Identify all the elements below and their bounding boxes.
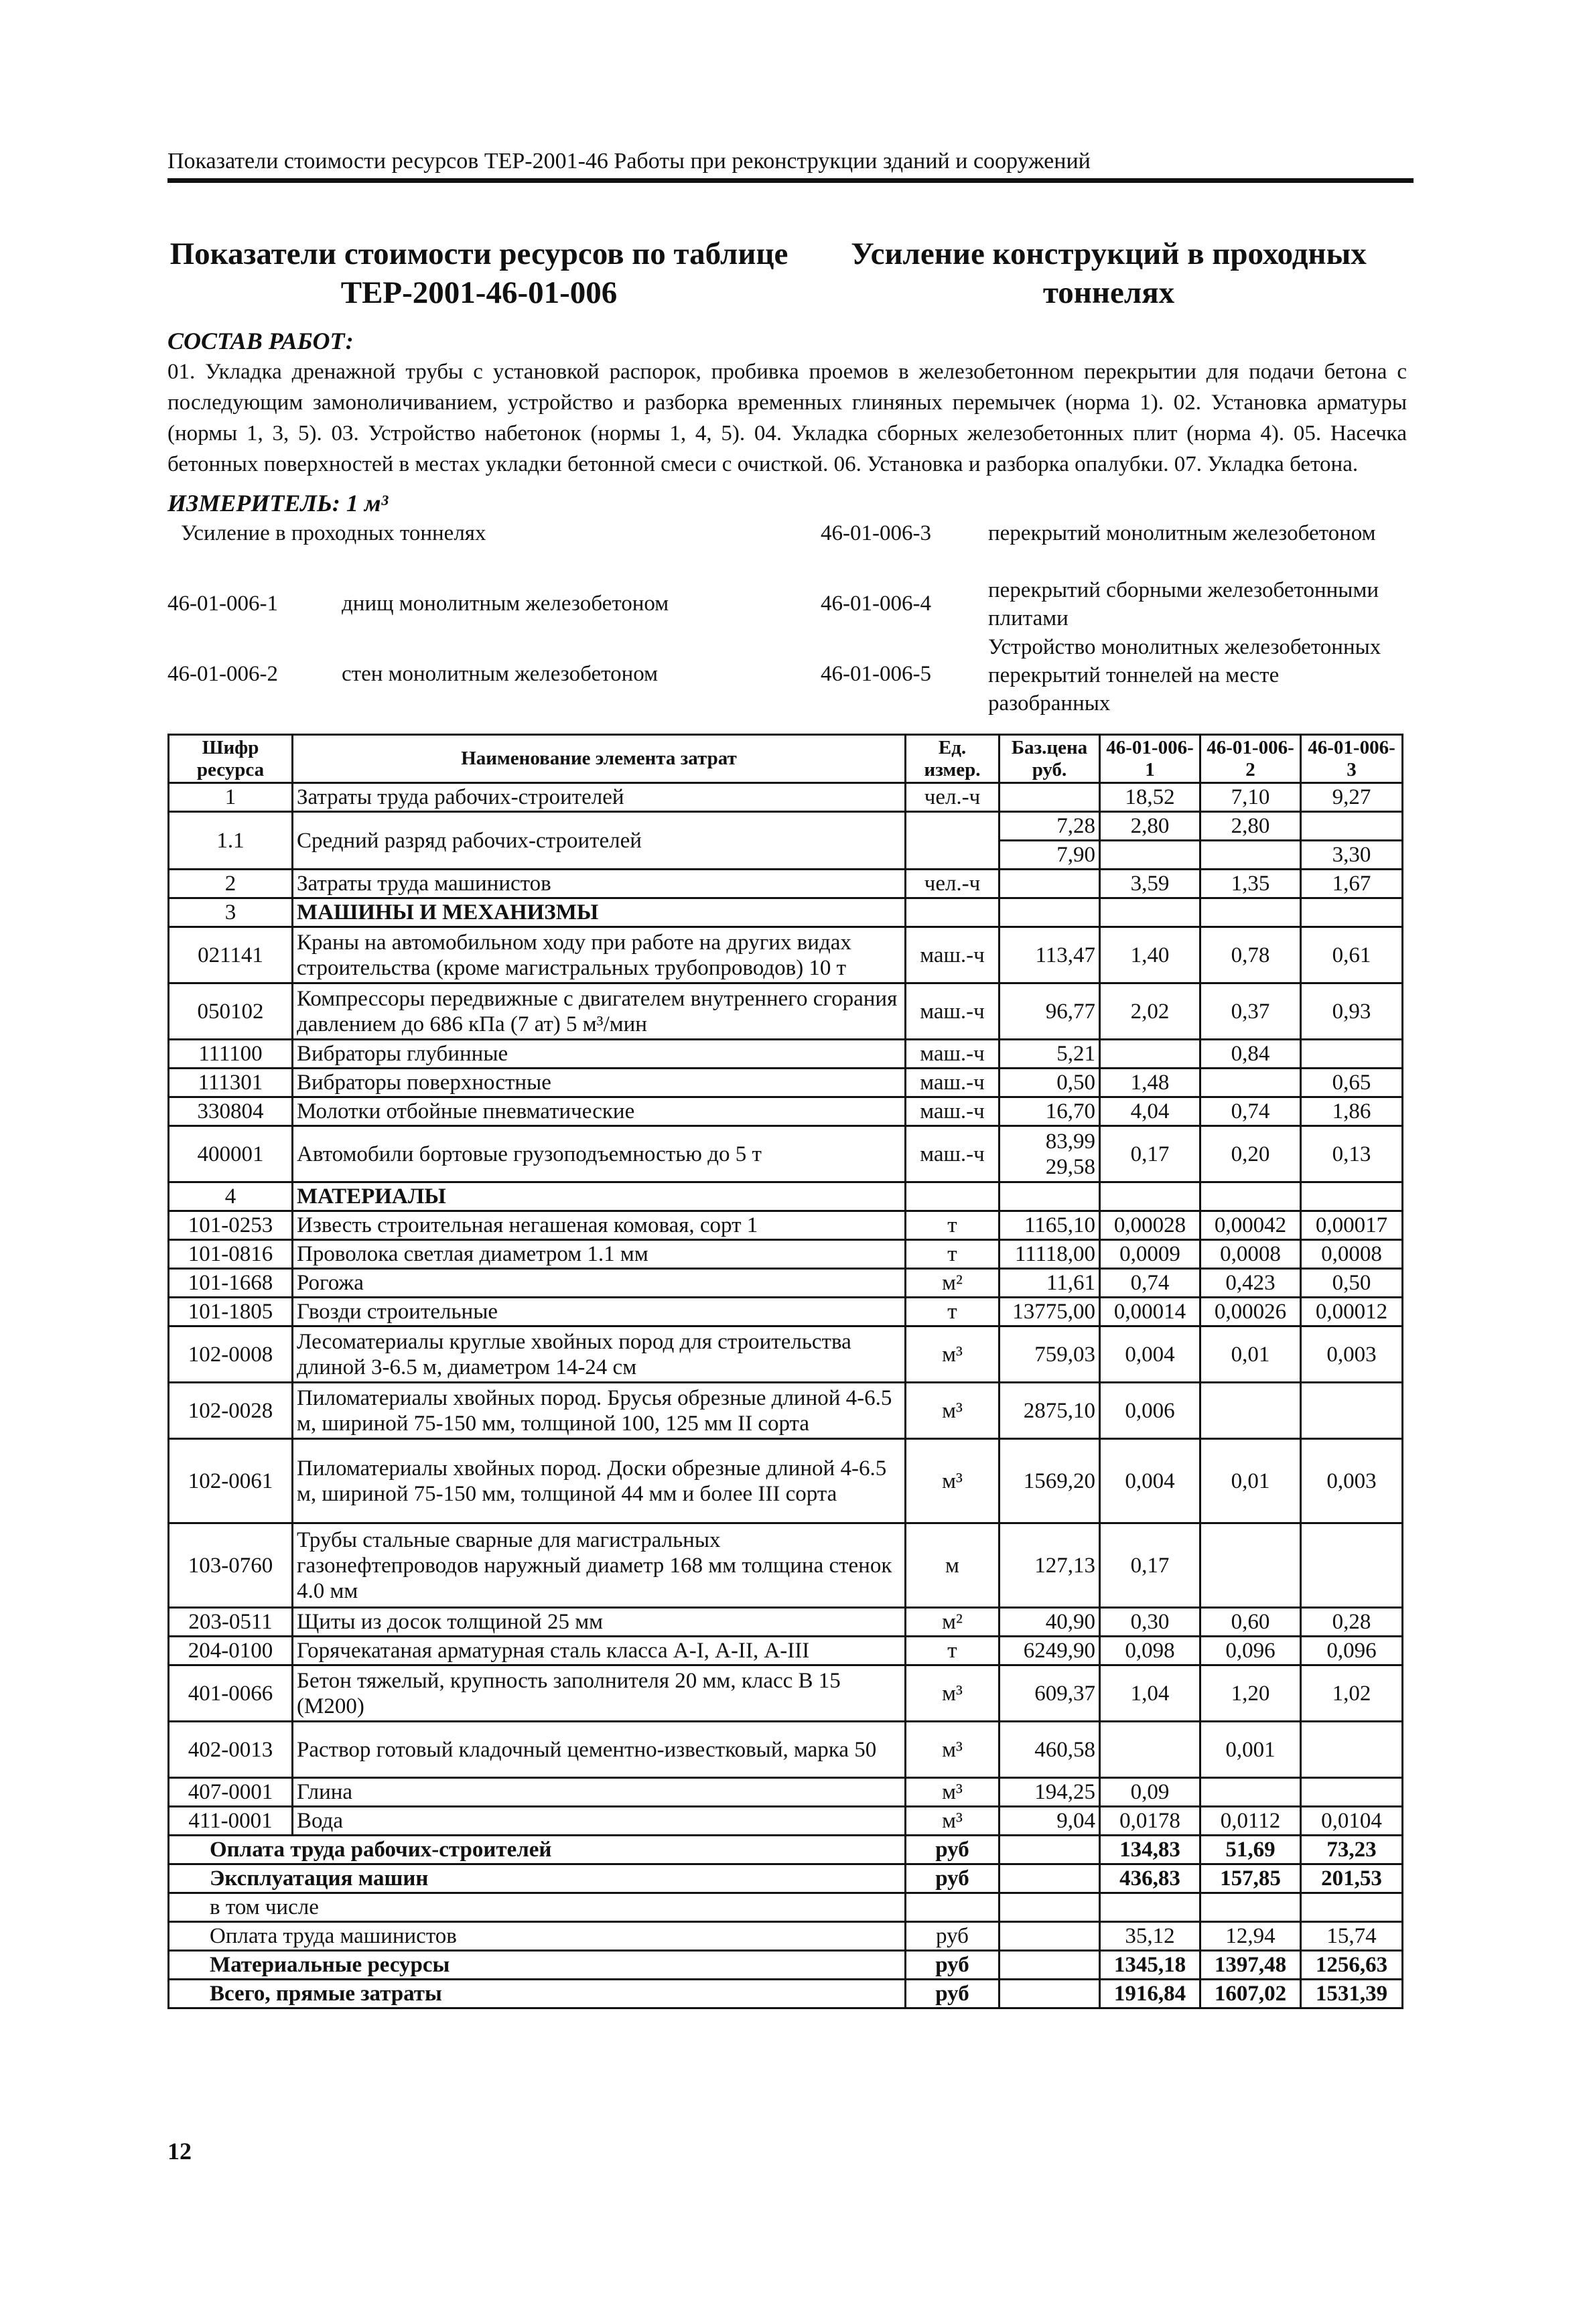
base-price: 9,04 <box>1000 1807 1100 1836</box>
value-col-3: 0,0104 <box>1301 1807 1403 1836</box>
base-price: 609,37 <box>1000 1665 1100 1722</box>
total-label: Оплата труда машинистов <box>169 1922 906 1951</box>
resource-name: Молотки отбойные пневматические <box>293 1097 906 1126</box>
base-price <box>1000 1182 1100 1211</box>
value-col-3: 0,00012 <box>1301 1298 1403 1326</box>
value-col-1: 0,0009 <box>1100 1240 1200 1269</box>
value-col-1 <box>1100 1040 1200 1069</box>
value-col-3: 0,0008 <box>1301 1240 1403 1269</box>
total-col-3 <box>1301 1893 1403 1922</box>
value-col-1: 0,17 <box>1100 1126 1200 1182</box>
table-row <box>169 1040 1403 1069</box>
total-unit: руб <box>906 1951 1000 1980</box>
intro-code-5: 46-01-006-5 <box>821 662 931 686</box>
value-col-3 <box>1301 1383 1403 1439</box>
value-col-1: 3,59 <box>1100 870 1200 898</box>
total-col-2: 1397,48 <box>1200 1951 1301 1980</box>
intro-code-3: 46-01-006-3 <box>821 521 931 545</box>
base-price <box>1000 870 1100 898</box>
table-row <box>169 1665 1403 1722</box>
value-col-1 <box>1100 898 1200 927</box>
resource-code: 1.1 <box>169 812 293 870</box>
resource-unit: маш.-ч <box>906 1097 1000 1126</box>
resource-code: 021141 <box>169 927 293 983</box>
base-price: 11118,00 <box>1000 1240 1100 1269</box>
section-title: Усиление конструкций в проходных тоннелях <box>851 236 1367 310</box>
resource-code: 2 <box>169 870 293 898</box>
total-empty-price <box>1000 1893 1100 1922</box>
total-col-1: 134,83 <box>1100 1836 1200 1864</box>
total-unit: руб <box>906 1922 1000 1951</box>
resource-code: 101-1668 <box>169 1269 293 1298</box>
value-col-2: 1,35 <box>1200 870 1301 898</box>
table-row <box>169 1126 1403 1182</box>
resource-name: Вибраторы глубинные <box>293 1040 906 1069</box>
value-col-1: 0,30 <box>1100 1608 1200 1637</box>
intro-name-5: Устройство монолитных железобетонных перекрытий тоннелей на месте разобранных <box>988 635 1381 715</box>
resource-unit: м <box>906 1523 1000 1608</box>
value-col-2 <box>1200 1182 1301 1211</box>
value-col-1: 2,02 <box>1100 983 1200 1040</box>
base-price: 7,90 <box>1000 841 1100 870</box>
base-price-line-1: 83,99 <box>1045 1129 1095 1154</box>
total-empty-price <box>1000 1922 1100 1951</box>
page-number: 12 <box>167 2138 192 2165</box>
total-col-3: 1256,63 <box>1301 1951 1403 1980</box>
total-col-2: 157,85 <box>1200 1864 1301 1893</box>
base-price: 11,61 <box>1000 1269 1100 1298</box>
table-row <box>169 1778 1403 1807</box>
value-col-1: 0,006 <box>1100 1383 1200 1439</box>
total-col-3: 1531,39 <box>1301 1980 1403 2008</box>
value-col-2: 2,80 <box>1200 812 1301 841</box>
resource-code: 101-0816 <box>169 1240 293 1269</box>
resource-code: 402-0013 <box>169 1722 293 1778</box>
table-row <box>169 1240 1403 1269</box>
value-col-3 <box>1301 898 1403 927</box>
resource-name: Рогожа <box>293 1269 906 1298</box>
resource-name: Лесоматериалы круглые хвойных пород для строительства длиной 3-6.5 м, диаметром 14-24 см <box>293 1326 906 1383</box>
total-col-2: 1607,02 <box>1200 1980 1301 2008</box>
total-unit: руб <box>906 1864 1000 1893</box>
value-col-3 <box>1301 1778 1403 1807</box>
table-row <box>169 1807 1403 1836</box>
intro-code-1: 46-01-006-1 <box>167 592 278 616</box>
value-col-2: 0,84 <box>1200 1040 1301 1069</box>
base-price <box>1000 783 1100 812</box>
intro-name-1: днищ монолитным железобетоном <box>342 592 669 616</box>
total-row <box>169 1836 1403 1864</box>
intro-group-title: Усиление в проходных тоннелях <box>181 521 486 545</box>
header-name: Наименование элемента затрат <box>293 735 906 783</box>
value-col-3: 1,86 <box>1301 1097 1403 1126</box>
total-empty-price <box>1000 1864 1100 1893</box>
resource-code: 101-0253 <box>169 1211 293 1240</box>
resource-code: 1 <box>169 783 293 812</box>
total-row <box>169 1922 1403 1951</box>
izmeritel-label: ИЗМЕРИТЕЛЬ: 1 м³ <box>167 490 389 517</box>
resource-unit: т <box>906 1298 1000 1326</box>
value-col-1: 0,00028 <box>1100 1211 1200 1240</box>
base-price <box>1000 898 1100 927</box>
value-col-2 <box>1200 1383 1301 1439</box>
total-col-1: 1916,84 <box>1100 1980 1200 2008</box>
resource-code: 407-0001 <box>169 1778 293 1807</box>
table-row <box>169 783 1403 812</box>
table-row <box>169 927 1403 983</box>
resource-name: Горячекатаная арматурная сталь класса А-I, А-II, А-III <box>293 1637 906 1665</box>
value-col-1: 0,098 <box>1100 1637 1200 1665</box>
resource-unit: м² <box>906 1269 1000 1298</box>
value-col-1: 4,04 <box>1100 1097 1200 1126</box>
value-col-2: 0,37 <box>1200 983 1301 1040</box>
value-col-1: 1,48 <box>1100 1069 1200 1097</box>
total-col-1: 1345,18 <box>1100 1951 1200 1980</box>
value-col-3 <box>1301 812 1403 841</box>
table-row <box>169 870 1403 898</box>
resource-unit: чел.-ч <box>906 783 1000 812</box>
resource-name: Щиты из досок толщиной 25 мм <box>293 1608 906 1637</box>
value-col-3 <box>1301 1523 1403 1608</box>
total-row <box>169 1893 1403 1922</box>
total-label: Всего, прямые затраты <box>169 1980 906 2008</box>
resource-code: 3 <box>169 898 293 927</box>
value-col-3: 0,93 <box>1301 983 1403 1040</box>
resource-name: Затраты труда машинистов <box>293 870 906 898</box>
value-col-2: 0,01 <box>1200 1439 1301 1523</box>
resource-name: Пиломатериалы хвойных пород. Доски обрезные длиной 4-6.5 м, шириной 75-150 мм, толщиной 44 мм и более III сорта <box>293 1439 906 1523</box>
value-col-1 <box>1100 841 1200 870</box>
resource-cost-table <box>167 734 1403 2009</box>
value-col-3: 1,67 <box>1301 870 1403 898</box>
table-row <box>169 812 1403 841</box>
value-col-2 <box>1200 1069 1301 1097</box>
value-col-2: 0,0112 <box>1200 1807 1301 1836</box>
resource-name: Бетон тяжелый, крупность заполнителя 20 мм, класс В 15 (М200) <box>293 1665 906 1722</box>
resource-name: МАТЕРИАЛЫ <box>293 1182 906 1211</box>
resource-code: 400001 <box>169 1126 293 1182</box>
total-row <box>169 1980 1403 2008</box>
total-empty-price <box>1000 1980 1100 2008</box>
resource-code: 101-1805 <box>169 1298 293 1326</box>
value-col-3: 0,28 <box>1301 1608 1403 1637</box>
header-col-1: 46-01-006-1 <box>1100 735 1200 783</box>
resource-code: 050102 <box>169 983 293 1040</box>
base-price: 759,03 <box>1000 1326 1100 1383</box>
value-col-2: 0,20 <box>1200 1126 1301 1182</box>
resource-unit: м³ <box>906 1439 1000 1523</box>
table-row <box>169 1069 1403 1097</box>
header-price: Баз.цена руб. <box>1000 735 1100 783</box>
total-row <box>169 1951 1403 1980</box>
header-code: Шифр ресурса <box>169 735 293 783</box>
value-col-2: 0,00026 <box>1200 1298 1301 1326</box>
value-col-1: 0,0178 <box>1100 1807 1200 1836</box>
intro-name-2: стен монолитным железобетоном <box>342 662 659 686</box>
total-label: в том числе <box>169 1893 906 1922</box>
resource-code: 411-0001 <box>169 1807 293 1836</box>
resource-code: 102-0061 <box>169 1439 293 1523</box>
value-col-2: 0,0008 <box>1200 1240 1301 1269</box>
resource-code: 401-0066 <box>169 1665 293 1722</box>
table-row <box>169 1326 1403 1383</box>
value-col-3 <box>1301 1722 1403 1778</box>
table-row <box>169 1523 1403 1608</box>
value-col-3: 0,61 <box>1301 927 1403 983</box>
running-header: Показатели стоимости ресурсов ТЕР-2001-46 Работы при реконструкции зданий и сооружений <box>167 149 1091 174</box>
value-col-3: 0,50 <box>1301 1269 1403 1298</box>
table-row <box>169 1637 1403 1665</box>
total-col-2: 12,94 <box>1200 1922 1301 1951</box>
value-col-3: 0,13 <box>1301 1126 1403 1182</box>
value-col-2 <box>1200 841 1301 870</box>
resource-unit: т <box>906 1240 1000 1269</box>
value-col-3: 0,00017 <box>1301 1211 1403 1240</box>
resource-unit <box>906 1182 1000 1211</box>
header-rule <box>167 178 1414 183</box>
value-col-1 <box>1100 1182 1200 1211</box>
total-col-2 <box>1200 1893 1301 1922</box>
value-col-1: 0,17 <box>1100 1523 1200 1608</box>
value-col-2: 0,60 <box>1200 1608 1301 1637</box>
total-col-1: 436,83 <box>1100 1864 1200 1893</box>
value-col-2: 0,423 <box>1200 1269 1301 1298</box>
value-col-1: 1,40 <box>1100 927 1200 983</box>
total-row <box>169 1864 1403 1893</box>
resource-code: 204-0100 <box>169 1637 293 1665</box>
total-unit <box>906 1893 1000 1922</box>
resource-code: 102-0008 <box>169 1326 293 1383</box>
total-col-3: 201,53 <box>1301 1864 1403 1893</box>
intro-name-3: перекрытий монолитным железобетоном <box>988 521 1376 545</box>
resource-unit: чел.-ч <box>906 870 1000 898</box>
total-empty-price <box>1000 1836 1100 1864</box>
base-price: 1569,20 <box>1000 1439 1100 1523</box>
resource-name: Глина <box>293 1778 906 1807</box>
sostav-text: 01. Укладка дренажной трубы с установкой распорок, пробивка проемов в железобетонном перекрытии для подачи бетона с последующим замоноличиванием, устройство и разборка временных глиняных перемычек (норма 1). 02. Установка арматуры (нормы 1, 3, 5). 03. Устройство набетонок (нормы 1, 4, 5). 04. Укладка сборных железобетонных плит (норма 4). 05. Насечка бетонных поверхностей в местах укладки бетонной смеси с очисткой. 06. Установка и разборка опалубки. 07. Укладка бетона. <box>167 360 1407 476</box>
base-price: 96,77 <box>1000 983 1100 1040</box>
base-price: 13775,00 <box>1000 1298 1100 1326</box>
total-label: Оплата труда рабочих-строителей <box>169 1836 906 1864</box>
resource-unit: маш.-ч <box>906 1126 1000 1182</box>
value-col-1: 0,004 <box>1100 1326 1200 1383</box>
value-col-2: 0,78 <box>1200 927 1301 983</box>
resource-unit: м³ <box>906 1383 1000 1439</box>
base-price: 1165,10 <box>1000 1211 1100 1240</box>
table-row <box>169 1298 1403 1326</box>
value-col-3 <box>1301 1182 1403 1211</box>
resource-name: Пиломатериалы хвойных пород. Брусья обрезные длиной 4-6.5 м, шириной 75-150 мм, толщиной 100, 125 мм II сорта <box>293 1383 906 1439</box>
base-price: 7,28 <box>1000 812 1100 841</box>
value-col-3: 0,003 <box>1301 1326 1403 1383</box>
resource-name: Компрессоры передвижные с двигателем внутреннего сгорания давлением до 686 кПа (7 ат) 5 м³/мин <box>293 983 906 1040</box>
value-col-3: 0,096 <box>1301 1637 1403 1665</box>
value-col-3 <box>1301 1040 1403 1069</box>
value-col-1: 0,74 <box>1100 1269 1200 1298</box>
base-price <box>1000 1126 1100 1182</box>
intro-name-4: перекрытий сборными железобетонными плитами <box>988 578 1379 630</box>
total-col-3: 15,74 <box>1301 1922 1403 1951</box>
value-col-2: 1,20 <box>1200 1665 1301 1722</box>
value-col-1: 0,004 <box>1100 1439 1200 1523</box>
resource-unit <box>906 812 1000 870</box>
total-col-2: 51,69 <box>1200 1836 1301 1864</box>
base-price: 460,58 <box>1000 1722 1100 1778</box>
base-price: 5,21 <box>1000 1040 1100 1069</box>
table-row <box>169 1211 1403 1240</box>
value-col-2: 0,096 <box>1200 1637 1301 1665</box>
base-price: 0,50 <box>1000 1069 1100 1097</box>
table-row <box>169 1097 1403 1126</box>
base-price: 113,47 <box>1000 927 1100 983</box>
total-label: Материальные ресурсы <box>169 1951 906 1980</box>
resource-unit: м³ <box>906 1807 1000 1836</box>
value-col-3: 1,02 <box>1301 1665 1403 1722</box>
value-col-2 <box>1200 1523 1301 1608</box>
resource-unit: маш.-ч <box>906 1040 1000 1069</box>
table-row <box>169 1182 1403 1211</box>
resource-unit: м³ <box>906 1665 1000 1722</box>
value-col-3: 0,65 <box>1301 1069 1403 1097</box>
resource-unit: м³ <box>906 1326 1000 1383</box>
resource-code: 103-0760 <box>169 1523 293 1608</box>
resource-unit: м³ <box>906 1778 1000 1807</box>
resource-name: Проволока светлая диаметром 1.1 мм <box>293 1240 906 1269</box>
resource-code: 102-0028 <box>169 1383 293 1439</box>
total-unit: руб <box>906 1836 1000 1864</box>
resource-unit <box>906 898 1000 927</box>
base-price: 40,90 <box>1000 1608 1100 1637</box>
total-col-1 <box>1100 1893 1200 1922</box>
value-col-2: 0,74 <box>1200 1097 1301 1126</box>
base-price: 127,13 <box>1000 1523 1100 1608</box>
value-col-1: 18,52 <box>1100 783 1200 812</box>
resource-name: Средний разряд рабочих-строителей <box>293 812 906 870</box>
resource-name: Трубы стальные сварные для магистральных газонефтепроводов наружный диаметр 168 мм толщина стенок 4.0 мм <box>293 1523 906 1608</box>
resource-name: Вода <box>293 1807 906 1836</box>
resource-code: 111100 <box>169 1040 293 1069</box>
value-col-3: 3,30 <box>1301 841 1403 870</box>
resource-code: 330804 <box>169 1097 293 1126</box>
base-price: 2875,10 <box>1000 1383 1100 1439</box>
resource-name: Затраты труда рабочих-строителей <box>293 783 906 812</box>
intro-code-4: 46-01-006-4 <box>821 592 931 616</box>
header-unit: Ед. измер. <box>906 735 1000 783</box>
resource-code: 203-0511 <box>169 1608 293 1637</box>
value-col-3: 0,003 <box>1301 1439 1403 1523</box>
value-col-1: 1,04 <box>1100 1665 1200 1722</box>
total-label: Эксплуатация машин <box>169 1864 906 1893</box>
value-col-2: 0,001 <box>1200 1722 1301 1778</box>
base-price: 6249,90 <box>1000 1637 1100 1665</box>
table-row <box>169 1722 1403 1778</box>
table-row <box>169 1608 1403 1637</box>
table-row <box>169 1269 1403 1298</box>
value-col-1 <box>1100 1722 1200 1778</box>
table-row <box>169 1439 1403 1523</box>
resource-name: Раствор готовый кладочный цементно-известковый, марка 50 <box>293 1722 906 1778</box>
page-title: Показатели стоимости ресурсов по таблице ТЕР-2001-46-01-006 <box>169 236 788 310</box>
total-col-3: 73,23 <box>1301 1836 1403 1864</box>
resource-code: 4 <box>169 1182 293 1211</box>
table-row <box>169 1383 1403 1439</box>
base-price: 194,25 <box>1000 1778 1100 1807</box>
resource-code: 111301 <box>169 1069 293 1097</box>
value-col-1: 0,09 <box>1100 1778 1200 1807</box>
resource-name: Известь строительная негашеная комовая, сорт 1 <box>293 1211 906 1240</box>
value-col-3: 9,27 <box>1301 783 1403 812</box>
resource-unit: маш.-ч <box>906 927 1000 983</box>
resource-unit: т <box>906 1211 1000 1240</box>
resource-unit: маш.-ч <box>906 983 1000 1040</box>
value-col-2: 0,01 <box>1200 1326 1301 1383</box>
value-col-1: 0,00014 <box>1100 1298 1200 1326</box>
value-col-2: 7,10 <box>1200 783 1301 812</box>
table-header-row <box>169 735 1403 783</box>
intro-code-2: 46-01-006-2 <box>167 662 278 686</box>
total-empty-price <box>1000 1951 1100 1980</box>
header-col-3: 46-01-006-3 <box>1301 735 1403 783</box>
resource-unit: м² <box>906 1608 1000 1637</box>
resource-unit: м³ <box>906 1722 1000 1778</box>
base-price: 16,70 <box>1000 1097 1100 1126</box>
table-row <box>169 983 1403 1040</box>
value-col-2 <box>1200 1778 1301 1807</box>
resource-name: Краны на автомобильном ходу при работе на других видах строительства (кроме магистральных трубопроводов) 10 т <box>293 927 906 983</box>
total-unit: руб <box>906 1980 1000 2008</box>
table-body <box>169 783 1403 2008</box>
sostav-label: СОСТАВ РАБОТ: <box>167 328 354 354</box>
resource-name: Вибраторы поверхностные <box>293 1069 906 1097</box>
resource-name: МАШИНЫ И МЕХАНИЗМЫ <box>293 898 906 927</box>
value-col-2: 0,00042 <box>1200 1211 1301 1240</box>
resource-unit: маш.-ч <box>906 1069 1000 1097</box>
value-col-1: 2,80 <box>1100 812 1200 841</box>
value-col-2 <box>1200 898 1301 927</box>
resource-unit: т <box>906 1637 1000 1665</box>
total-col-1: 35,12 <box>1100 1922 1200 1951</box>
table-row <box>169 898 1403 927</box>
base-price-line-2: 29,58 <box>1045 1154 1095 1179</box>
resource-name: Автомобили бортовые грузоподъемностью до 5 т <box>293 1126 906 1182</box>
header-col-2: 46-01-006-2 <box>1200 735 1301 783</box>
resource-name: Гвозди строительные <box>293 1298 906 1326</box>
